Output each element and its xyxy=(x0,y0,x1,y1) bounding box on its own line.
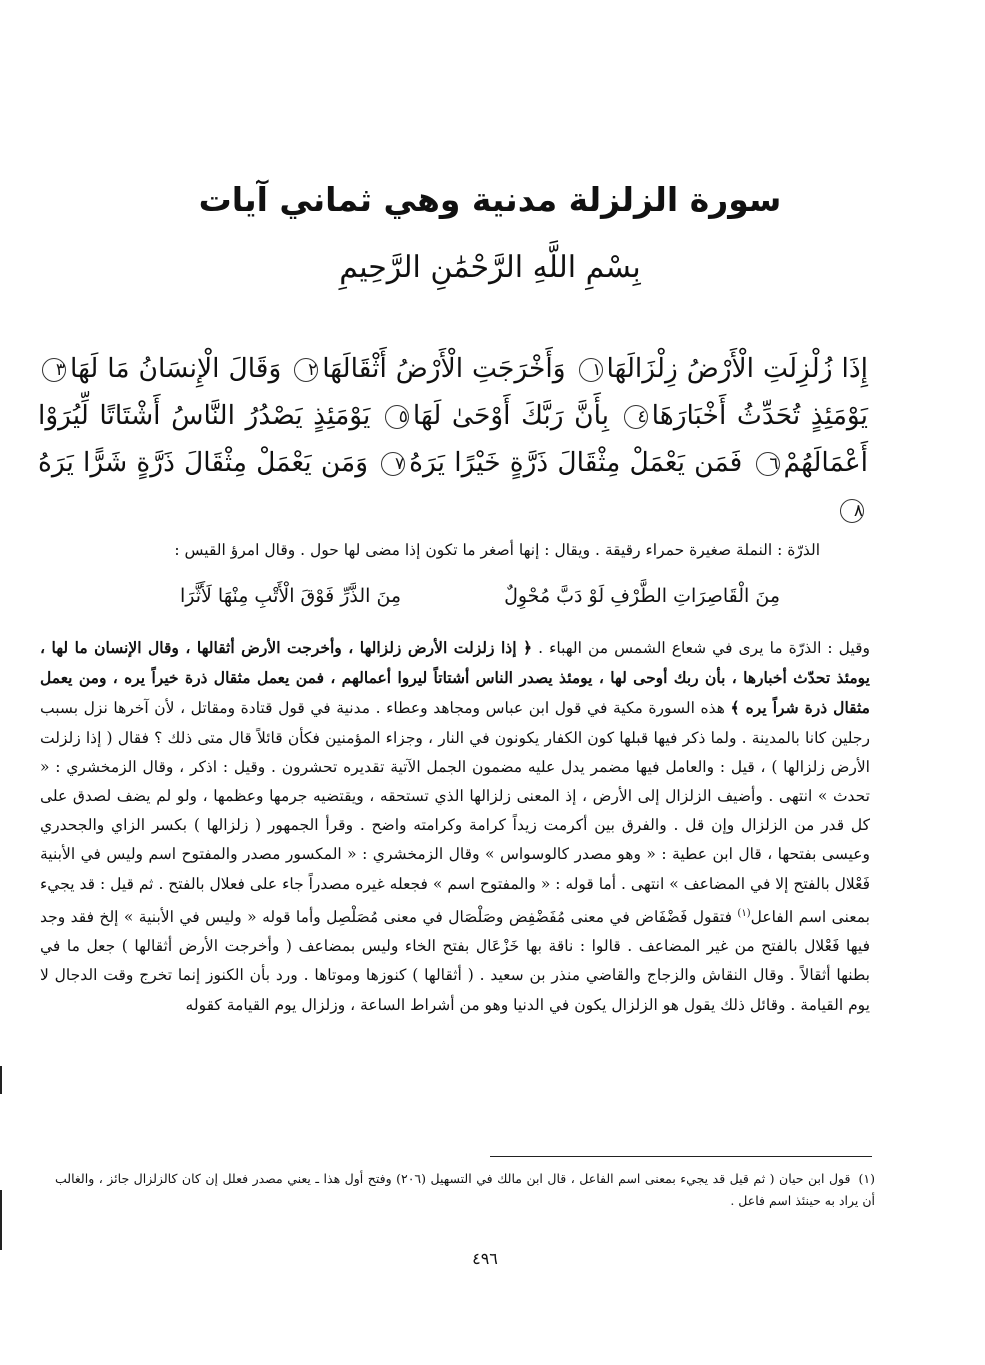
verse-text: إِذَا زُلْزِلَتِ الْأَرْضُ زِلْزَالَهَا xyxy=(606,353,868,384)
verse-text: وَمَن يَعْمَلْ مِثْقَالَ ذَرَّةٍ شَرًّا يَرَهُ xyxy=(38,447,368,478)
tafsir-text: فتقول فَضْفَاض في معنى مُفَضْفِض وصَلْصَال في معنى مُصَلْصِل وأما قوله « وليس في الأبنية » إلخ فقد وجد فيها فَعْلال بالفتح من غير المضاعف . قالوا : ناقة بها خَزْعَال بفتح الخاء وليس بمضاعف ( وأخرجت الأرض أثقالها ) جعل ما في بطنها أثقالاً . وقال النقاش والزجاج والقاضي منذر بن سعيد . ( أثقالها ) كنوزها وموتاها . ورد بأن الكنوز إنما تخرج وقت الدجال لا يوم القيامة . وقائل ذلك يقول هو الزلزال يكون في الدنيا وهو من أشراط الساعة ، وزلزال يوم القيامة كقوله xyxy=(40,907,870,1014)
verse-number-marker: ٦ xyxy=(756,452,780,476)
basmala: بِسْمِ اللَّهِ الرَّحْمَٰنِ الرَّحِيمِ xyxy=(339,250,641,285)
surah-title: سورة الزلزلة مدنية وهي ثماني آيات xyxy=(198,180,782,219)
poem-second-hemistich: مِنَ الذَّرِّ فَوْقَ الْأَتْبِ مِنْهَا لَأَثَّرَا xyxy=(180,585,402,607)
quran-verses xyxy=(38,345,868,533)
quoted-verses: ﴿ إذا زلزلت الأرض زلزالها ، وأخرجت الأرض أثقالها ، وقال الإنسان ما لها ، يومئذ تحدّث أخبارها ، بأن ربك أوحى لها ، يومئذ يصدر الناس أشتاتاً ليروا أعمالهم ، فمن يعمل مثقال ذرة خيراً يره ، ومن يعمل مثقال ذرة شراً يره ﴾ xyxy=(40,638,870,718)
word-gloss: الذرّة : النملة صغيرة حمراء رقيقة . ويقال : إنها أصغر ما تكون إذا مضى لها حول . وقال امرؤ القيس : xyxy=(174,541,820,559)
poetry-verse xyxy=(180,585,780,625)
scan-edge-mark xyxy=(0,1066,2,1094)
verse-text: يَوْمَئِذٍ تُحَدِّثُ أَخْبَارَهَا xyxy=(651,400,868,431)
verse-number-marker: ١ xyxy=(579,358,603,382)
tafsir-text: وقيل : الذرّة ما يرى في شعاع الشمس من الهباء . xyxy=(532,639,870,657)
verse-number-marker: ٥ xyxy=(385,405,409,429)
poem-first-hemistich: مِنَ الْقَاصِرَاتِ الطَّرْفِ لَوْ دَبَّ مُحْوِلٌ xyxy=(504,585,780,607)
verse-text: بِأَنَّ رَبَّكَ أَوْحَىٰ لَهَا xyxy=(412,400,610,431)
footnote-text: قول ابن حيان ( ثم قيل قد يجيء بمعنى اسم الفاعل ، قال ابن مالك في التسهيل (٢٠٦) وفتح أول هذا ـ يعني مصدر فعلل إن كان كالزلزال جائز ، والغالب أن يراد به حينئذ اسم فاعل . xyxy=(55,1171,875,1208)
verse-number-marker: ٨ xyxy=(840,499,864,523)
verse-text: فَمَن يَعْمَلْ مِثْقَالَ ذَرَّةٍ خَيْرًا يَرَهُ xyxy=(409,447,743,478)
verse-text: وَقَالَ الْإِنسَانُ مَا لَهَا xyxy=(70,353,282,384)
verse-number-marker: ٧ xyxy=(381,452,405,476)
tafsir-text: هذه السورة مكية في قول ابن عباس ومجاهد وعطاء . مدنية في قول قتادة ومقاتل ، لأن آخرها نزل بسبب رجلين كانا بالمدينة . ولما ذكر فيها قبلها كون الكفار يكونون في النار ، وجزاء المؤمنين فكأن قائلاً قال متى ذلك ؟ فقال ( إذا زلزلت الأرض زلزالها ) ، قيل : والعامل فيها مضمر يدل عليه مضمون الجمل الآتية تقديره تحشرون . وقيل : اذكر ، وقال الزمخشري : « تحدث » انتهى . وأضيف الزلزال إلى الأرض ، إذ المعنى زلزالها الذي تستحقه ، ويقتضيه جرمها وعظمها ، ولو لم يضف لصدق على كل قدر من الزلزال وإن قل . والفرق بين أكرمت زيداً كرامة وكرامته واضح . وقرأ الجمهور ( زلزالها ) بكسر الزاي والجحدري وعيسى بفتحها ، قال ابن عطية : « وهو مصدر كالوسواس » وقال الزمخشري : « المكسور مصدر والمفتوح اسم وليس في الأبنية فَعْلال بالفتح إلا في المضاعف » انتهى . أما قوله : « والمفتوح اسم » فجعله غيره مصدراً جاء على فعلال بالفتح . ثم قيل : قد يجيء بمعنى اسم الفاعل xyxy=(40,699,870,926)
tafsir-paragraph xyxy=(40,633,870,1020)
scan-edge-mark xyxy=(0,1190,2,1250)
verse-text: وَأَخْرَجَتِ الْأَرْضُ أَثْقَالَهَا xyxy=(322,353,566,384)
footnote xyxy=(55,1168,875,1212)
footnote-reference[interactable]: (١) xyxy=(737,907,751,919)
footnote-marker: (١) xyxy=(858,1171,875,1186)
verse-text: يَوْمَئِذٍ يَصْدُرُ النَّاسُ أَشْتَاتًا لِّيُرَوْا أَعْمَالَهُمْ xyxy=(38,400,868,478)
page-number: ٤٩٦ xyxy=(472,1249,498,1268)
footnote-divider xyxy=(490,1156,872,1157)
tafsir-body xyxy=(40,633,870,1020)
verse-number-marker: ٣ xyxy=(42,358,66,382)
verse-number-marker: ٤ xyxy=(624,405,648,429)
verse-number-marker: ٢ xyxy=(294,358,318,382)
